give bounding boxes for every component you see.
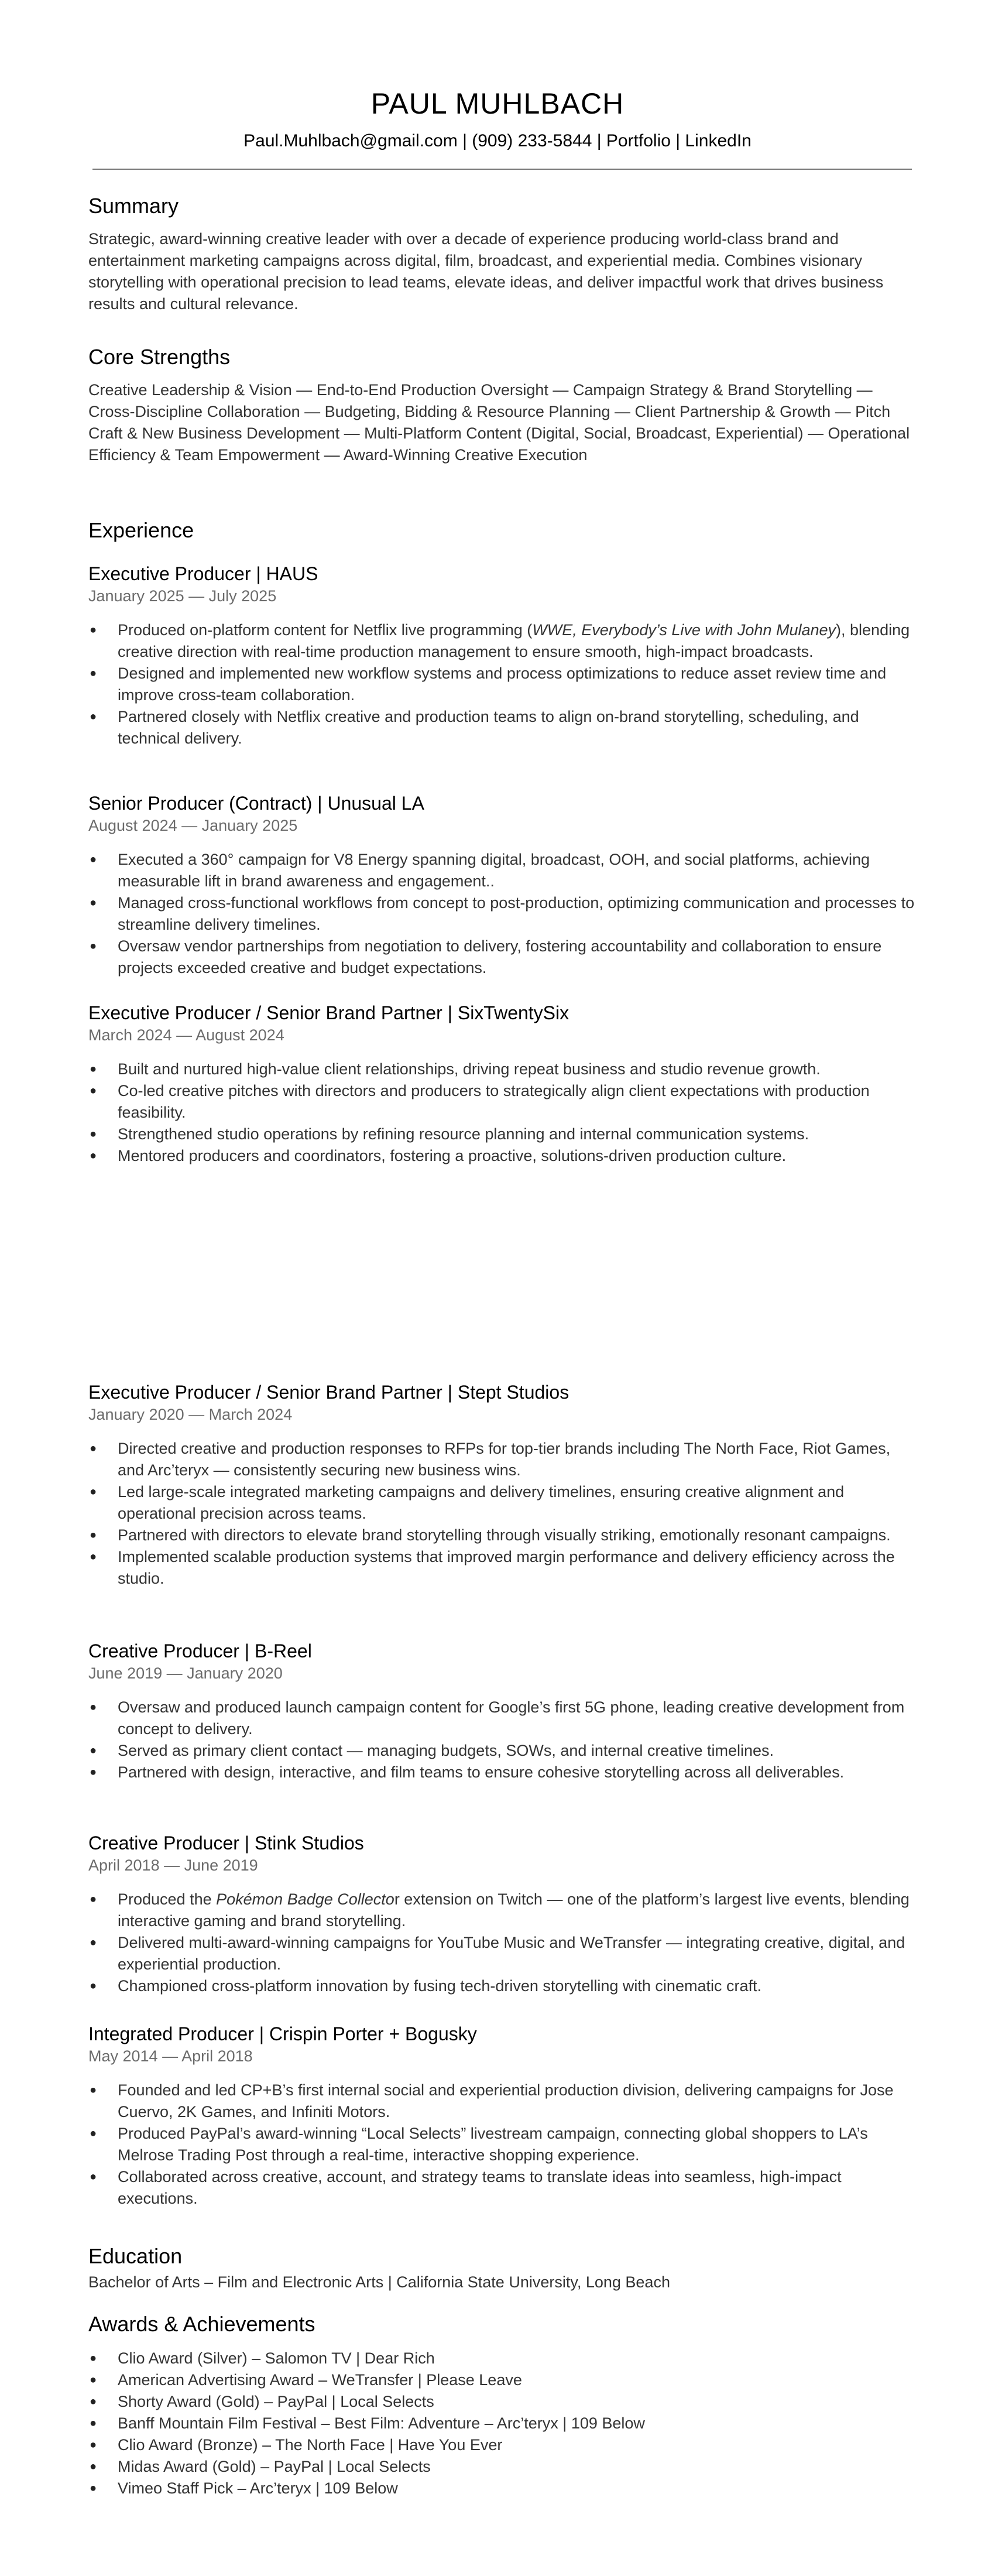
job-title: Integrated Producer | Crispin Porter + Bogusky [88, 2023, 477, 2044]
email-link[interactable]: Paul.Muhlbach@gmail.com [243, 131, 458, 150]
job-entry [88, 1639, 919, 1783]
award-item: ● Shorty Award (Gold) – PayPal | Local Selects [88, 2391, 919, 2413]
education-section [88, 2243, 919, 2293]
section-title: Awards & Achievements [88, 2312, 315, 2336]
award-item: ● Vimeo Staff Pick – Arc’teryx | 109 Below [88, 2478, 919, 2499]
job-title: Executive Producer / Senior Brand Partner | SixTwentySix [88, 1002, 569, 1023]
job-bullets [88, 1697, 919, 1783]
job-dates: April 2018 — June 2019 [88, 1856, 258, 1874]
contact-separator: | [675, 131, 681, 150]
contact-separator: | [596, 131, 602, 150]
job-bullet: ● Oversaw vendor partnerships from negotiation to delivery, fostering accountability and collaboration to ensure projects exceeded creative and budget expectations. [88, 936, 919, 979]
header-divider [92, 169, 912, 170]
job-bullets [88, 2080, 919, 2210]
bullet-text: Produced on-platform content for Netflix live programming ( [118, 621, 533, 639]
job-bullet: ● Led large-scale integrated marketing campaigns and delivery timelines, ensuring creative alignment and operational precision across teams. [88, 1481, 919, 1525]
experience-section [88, 518, 919, 543]
job-bullets [88, 619, 919, 749]
job-bullet: ● Strengthened studio operations by refining resource planning and internal communication systems. [88, 1123, 919, 1145]
summary-section [88, 193, 919, 315]
job-bullet: ● Directed creative and production responses to RFPs for top-tier brands including The North Face, Riot Games, and Arc’teryx — consistently securing new business wins. [88, 1438, 919, 1481]
linkedin-link[interactable]: LinkedIn [685, 131, 752, 150]
bullet-text: Produced the [118, 1890, 217, 1908]
portfolio-link[interactable]: Portfolio [606, 131, 671, 150]
job-bullet: ● Managed cross-functional workflows from concept to post-production, optimizing communication and processes to streamline delivery timelines. [88, 892, 919, 936]
job-entry [88, 1381, 919, 1590]
job-bullet: ● Served as primary client contact — managing budgets, SOWs, and internal creative timelines. [88, 1740, 919, 1762]
job-bullet: ● Executed a 360° campaign for V8 Energy spanning digital, broadcast, OOH, and social platforms, achieving measurable lift in brand awareness and engagement.. [88, 849, 919, 892]
job-entry [88, 1831, 919, 1997]
job-title: Creative Producer | Stink Studios [88, 1832, 364, 1854]
job-dates: March 2024 — August 2024 [88, 1026, 284, 1044]
award-item: ● Clio Award (Bronze) – The North Face | Have You Ever [88, 2434, 919, 2456]
job-dates: May 2014 — April 2018 [88, 2047, 253, 2065]
job-title: Senior Producer (Contract) | Unusual LA [88, 793, 424, 814]
job-bullets [88, 1059, 919, 1167]
award-item: ● Clio Award (Silver) – Salomon TV | Dear Rich [88, 2348, 919, 2369]
job-bullets [88, 1889, 919, 1997]
candidate-name: PAUL MUHLBACH [370, 87, 625, 120]
job-bullet: ● Designed and implemented new workflow systems and process optimizations to reduce asset review time and improve cross-team collaboration. [88, 663, 919, 706]
job-bullet: ● Built and nurtured high-value client relationships, driving repeat business and studio revenue growth. [88, 1059, 919, 1080]
summary-text: Strategic, award-winning creative leader with over a decade of experience producing world-class brand and entertainment marketing campaigns across digital, film, broadcast, and experiential media. Combines visionary storytelling with operational precision to lead teams, elevate ideas, and deliver impactful work that drives business results and cultural relevance. [88, 230, 884, 313]
bullet-text: r extension on Twitch — one of the platform’s largest live events, blending interactive gaming and brand storytelling. [118, 1890, 910, 1930]
job-bullet: ● Mentored producers and coordinators, fostering a proactive, solutions-driven production culture. [88, 1145, 919, 1167]
bullet-text: ), blending creative direction with real-time production management to ensure smooth, high-impact broadcasts. [118, 621, 910, 660]
job-bullet: ● Implemented scalable production systems that improved margin performance and delivery efficiency across the studio. [88, 1546, 919, 1590]
job-bullet: ● Oversaw and produced launch campaign content for Google’s first 5G phone, leading creative development from concept to delivery. [88, 1697, 919, 1740]
job-dates: January 2025 — July 2025 [88, 587, 277, 605]
section-title: Experience [88, 518, 194, 542]
contact-line [0, 131, 995, 151]
job-entry [88, 1001, 919, 1167]
job-entry [88, 562, 919, 749]
job-bullet: ● Partnered with directors to elevate brand storytelling through visually striking, emotionally resonant campaigns. [88, 1525, 919, 1546]
job-title: Executive Producer | HAUS [88, 563, 318, 584]
bullet-emphasis: Pokémon Badge Collecto [216, 1890, 394, 1908]
job-bullets [88, 1438, 919, 1590]
job-bullet: ● Championed cross-platform innovation by fusing tech-driven storytelling with cinematic craft. [88, 1975, 919, 1997]
job-bullet: ● Founded and led CP+B’s first internal social and experiential production division, delivering campaigns for Jose Cuervo, 2K Games, and Infiniti Motors. [88, 2080, 919, 2123]
job-bullet: ● Co-led creative pitches with directors and producers to strategically align client expectations with production feasibility. [88, 1080, 919, 1123]
job-bullet: ● Collaborated across creative, account, and strategy teams to translate ideas into seamless, high-impact executions. [88, 2166, 919, 2210]
section-title: Core Strengths [88, 345, 231, 369]
phone-number: (909) 233-5844 [472, 131, 592, 150]
job-entry [88, 2022, 919, 2210]
job-bullet [88, 1889, 919, 1932]
award-item: ● Midas Award (Gold) – PayPal | Local Selects [88, 2456, 919, 2478]
job-bullet: ● Delivered multi-award-winning campaigns for YouTube Music and WeTransfer — integrating creative, digital, and experiential production. [88, 1932, 919, 1975]
job-dates: January 2020 — March 2024 [88, 1406, 293, 1423]
job-bullet [88, 619, 919, 663]
section-title: Summary [88, 194, 179, 218]
job-title: Creative Producer | B-Reel [88, 1640, 312, 1662]
awards-section [88, 2311, 919, 2499]
job-bullet: ● Partnered with design, interactive, and film teams to ensure cohesive storytelling across all deliverables. [88, 1762, 919, 1783]
job-bullet: ● Partnered closely with Netflix creative and production teams to align on-brand storytelling, scheduling, and technical delivery. [88, 706, 919, 749]
section-title: Education [88, 2244, 183, 2268]
contact-separator: | [462, 131, 467, 150]
job-bullet: ● Produced PayPal’s award-winning “Local Selects” livestream campaign, connecting global shoppers to LA’s Melrose Trading Post through a real-time, interactive shopping experience. [88, 2123, 919, 2166]
education-text: Bachelor of Arts – Film and Electronic Arts | California State University, Long Beach [88, 2273, 670, 2291]
bullet-emphasis: WWE, Everybody’s Live with John Mulaney [532, 621, 836, 639]
award-item: ● American Advertising Award – WeTransfer | Please Leave [88, 2369, 919, 2391]
award-item: ● Banff Mountain Film Festival – Best Film: Adventure – Arc’teryx | 109 Below [88, 2413, 919, 2434]
strengths-text: Creative Leadership & Vision — End-to-End Production Oversight — Campaign Strategy & Brand Storytelling — Cross-Discipline Collaboration — Budgeting, Bidding & Resource Planning — Client Partnership & Growth — Pitch Craft & New Business Development — Multi-Platform Content (Digital, Social, Broadcast, Experiential) — Operational Efficiency & Team Empowerment — Award-Winning Creative Execution [88, 381, 910, 464]
job-dates: June 2019 — January 2020 [88, 1664, 283, 1682]
job-title: Executive Producer / Senior Brand Partner | Stept Studios [88, 1382, 569, 1403]
strengths-section [88, 344, 919, 466]
job-bullets [88, 849, 919, 979]
job-entry [88, 792, 919, 979]
awards-list [88, 2348, 919, 2499]
job-dates: August 2024 — January 2025 [88, 817, 298, 834]
